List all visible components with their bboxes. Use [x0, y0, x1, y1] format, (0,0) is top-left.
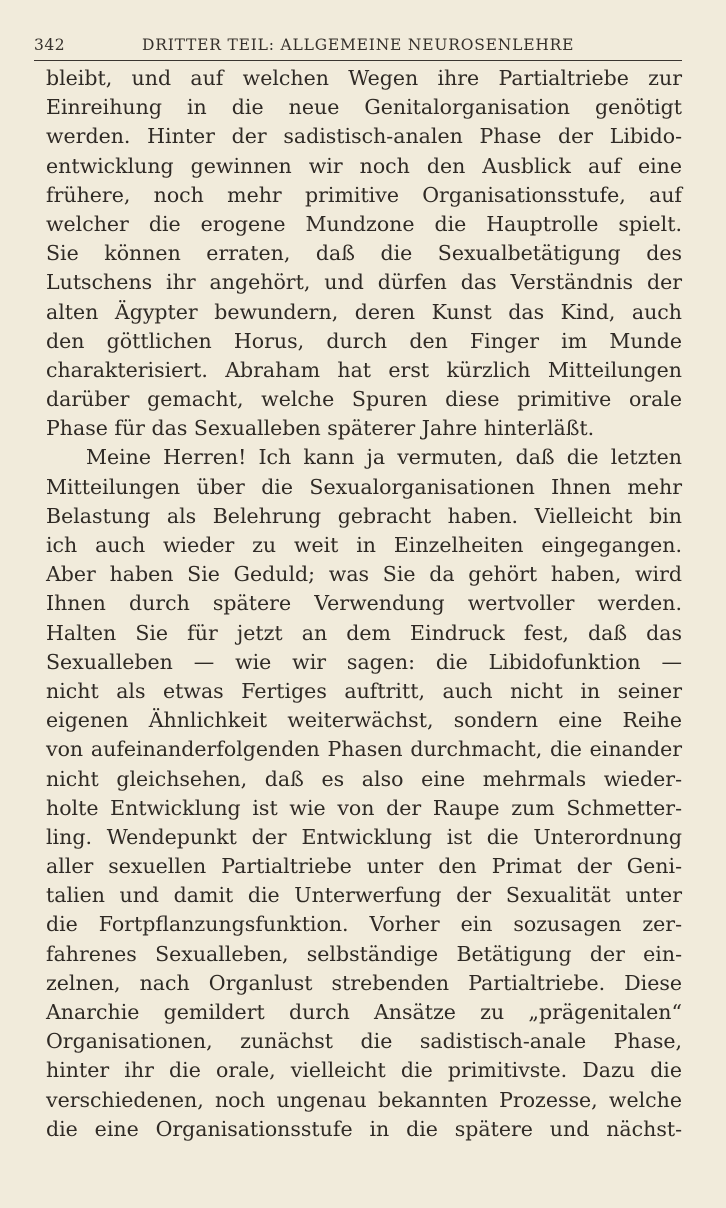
text-line: nicht als etwas Fertiges auftritt, auch nicht in seiner: [46, 678, 682, 703]
text-line: frühere, noch mehr primitive Organisationsstufe, auf: [46, 182, 682, 207]
text-line: Belastung als Belehrung gebracht haben. Vielleicht bin: [46, 503, 682, 528]
running-head-title: DRITTER TEIL: ALLGEMEINE NEUROSENLEHRE: [142, 36, 575, 54]
text-line: talien und damit die Unterwerfung der Sexualität unter: [46, 883, 682, 908]
text-line: Einreihung in die neue Genitalorganisation genötigt: [46, 95, 682, 120]
text-line: welcher die erogene Mundzone die Hauptrolle spielt.: [46, 211, 682, 236]
text-line: Aber haben Sie Geduld; was Sie da gehört haben, wird: [46, 562, 682, 587]
text-line: alten Ägypter bewundern, deren Kunst das Kind, auch: [46, 299, 682, 324]
text-line: Sexualleben — wie wir sagen: die Libidofunktion —: [46, 649, 682, 674]
text-line: fahrenes Sexualleben, selbständige Betätigung der ein-: [46, 941, 682, 966]
text-line: hinter ihr die orale, vielleicht die primitivste. Dazu die: [46, 1058, 682, 1083]
text-line: Organisationen, zunächst die sadistisch-anale Phase,: [46, 1029, 682, 1054]
text-line: eigenen Ähnlichkeit weiterwächst, sondern eine Reihe: [46, 708, 682, 733]
running-head: [34, 34, 682, 61]
text-line: darüber gemacht, welche Spuren diese primitive orale: [46, 387, 682, 412]
text-line: ich auch wieder zu weit in Einzelheiten eingegangen.: [46, 533, 682, 557]
page-number: 342: [34, 36, 66, 54]
paragraph-start-line: Meine Herren! Ich kann ja vermuten, daß die letzten: [86, 445, 682, 470]
text-line: bleibt, und auf welchen Wegen ihre Partialtriebe zur: [46, 66, 682, 90]
text-line: werden. Hinter der sadistisch-analen Phase der Libido-: [46, 124, 682, 149]
text-line: Lutschens ihr angehört, und dürfen das Verständnis der: [46, 270, 682, 295]
text-line: von aufeinanderfolgenden Phasen durchmacht, die einander: [46, 737, 682, 762]
body-text: [46, 64, 682, 1144]
text-line: den göttlichen Horus, durch den Finger im Munde: [46, 328, 682, 353]
text-line: holte Entwicklung ist wie von der Raupe zum Schmetter-: [46, 795, 682, 820]
text-line: verschiedenen, noch ungenau bekannten Prozesse, welche: [46, 1087, 682, 1112]
text-line: Sie können erraten, daß die Sexualbetätigung des: [46, 241, 682, 266]
text-line: die eine Organisationsstufe in die spätere und nächst-: [46, 1116, 682, 1141]
text-line: aller sexuellen Partialtriebe unter den Primat der Geni-: [46, 854, 682, 879]
text-line: zelnen, nach Organlust strebenden Partialtriebe. Diese: [46, 970, 682, 995]
text-line: Ihnen durch spätere Verwendung wertvoller werden.: [46, 591, 682, 616]
text-line: die Fortpflanzungsfunktion. Vorher ein sozusagen zer-: [46, 912, 682, 937]
text-line: nicht gleichsehen, daß es also eine mehrmals wieder-: [46, 766, 682, 791]
text-line: Anarchie gemildert durch Ansätze zu „prägenitalen“: [46, 1000, 682, 1024]
text-line: Mitteilungen über die Sexualorganisationen Ihnen mehr: [46, 474, 682, 499]
text-line: Halten Sie für jetzt an dem Eindruck fest, daß das: [46, 620, 682, 645]
text-line: entwicklung gewinnen wir noch den Ausblick auf eine: [46, 153, 682, 178]
paragraph-end-line: Phase für das Sexualleben späterer Jahre hinterläßt.: [46, 416, 595, 441]
text-line: charakterisiert. Abraham hat erst kürzlich Mitteilungen: [46, 357, 682, 382]
text-line: ling. Wendepunkt der Entwicklung ist die Unterordnung: [46, 824, 682, 849]
